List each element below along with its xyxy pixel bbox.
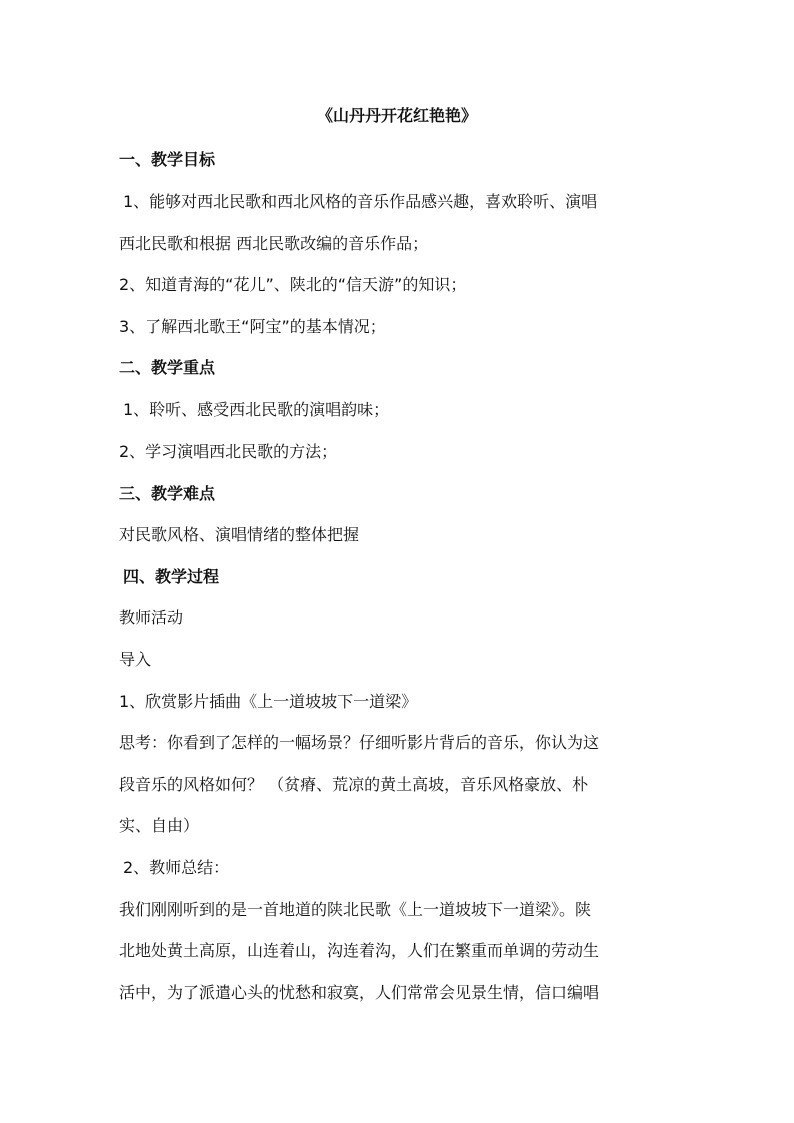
paragraph-line: 实、自由） (119, 816, 200, 835)
paragraph-line: 段音乐的风格如何？ （贫瘠、荒凉的黄土高坡，音乐风格豪放、朴 (119, 775, 589, 794)
paragraph-line: 1、能够对西北民歌和西北风格的音乐作品感兴趣，喜欢聆听、演唱 (123, 192, 598, 211)
paragraph-line: 西北民歌和根据 西北民歌改编的音乐作品； (119, 234, 429, 253)
paragraph-line: 3、了解西北歌王“阿宝”的基本情况； (119, 317, 386, 336)
paragraph-line: 北地处黄土高原，山连着山，沟连着沟，人们在繁重而单调的劳动生 (119, 941, 600, 960)
paragraph-line: 2、学习演唱西北民歌的方法； (119, 442, 338, 461)
section-heading-objectives: 一、教学目标 (119, 150, 216, 169)
paragraph-line: 1、聆听、感受西北民歌的演唱韵味； (123, 400, 390, 419)
paragraph-line: 活中，为了派遣心头的忧愁和寂寞，人们常常会见景生情，信口编唱 (119, 983, 600, 1002)
paragraph-line: 2、知道青海的“花儿”、陕北的“信天游”的知识； (119, 275, 467, 294)
paragraph-line: 导入 (119, 650, 152, 669)
document-title: 《山丹丹开花红艳艳》 (316, 106, 477, 125)
section-heading-difficulties: 三、教学难点 (119, 484, 216, 503)
paragraph-line: 思考：你看到了怎样的一幅场景？仔细听影片背后的音乐，你认为这 (119, 733, 600, 752)
section-heading-process: 四、教学过程 (123, 567, 220, 586)
section-heading-key-points: 二、教学重点 (119, 358, 216, 377)
paragraph-line: 教师活动 (119, 608, 184, 627)
paragraph-line: 对民歌风格、演唱情绪的整体把握 (119, 525, 360, 544)
paragraph-line: 1、欣赏影片插曲《上一道坡坡下一道梁》 (119, 692, 418, 711)
paragraph-line: 我们刚刚听到的是一首地道的陕北民歌《上一道坡坡下一道梁》。陕 (119, 900, 592, 919)
paragraph-line: 2、教师总结： (123, 858, 230, 877)
